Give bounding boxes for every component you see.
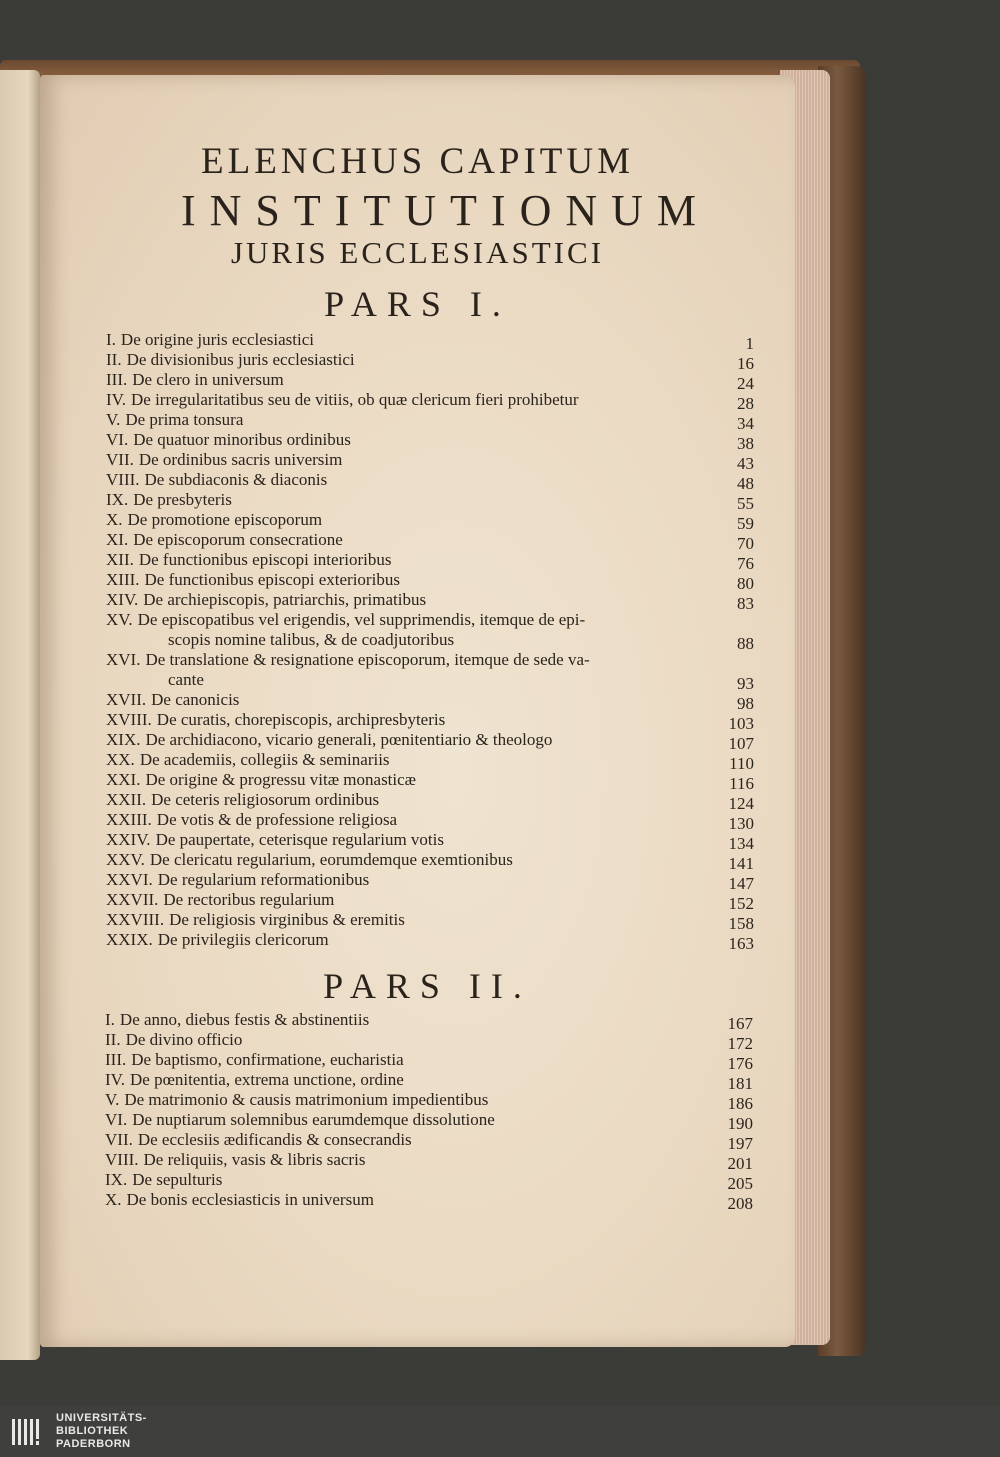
- toc-entry-title: De matrimonio & causis matrimonium impedientibus: [124, 1090, 489, 1109]
- toc-entry-title-line: [106, 790, 379, 809]
- part1-toc: [106, 330, 754, 953]
- toc-entry-page: 76: [737, 554, 754, 573]
- toc-entry: [106, 590, 754, 613]
- toc-entry-page: 167: [727, 1014, 753, 1033]
- toc-entry-title-line: [106, 650, 666, 670]
- toc-entry-number: X.: [106, 510, 123, 529]
- toc-entry-title-line: [106, 610, 666, 630]
- toc-entry-title-line: [106, 910, 405, 929]
- toc-entry-number: VIII.: [105, 1150, 139, 1169]
- toc-entry-number: I.: [105, 1010, 115, 1029]
- toc-entry: [105, 1190, 753, 1213]
- toc-entry-number: XII.: [106, 550, 134, 569]
- toc-entry-page: 158: [728, 914, 754, 933]
- library-name-line1: UNIVERSITÄTS-: [56, 1412, 147, 1424]
- toc-entry-title-line: [105, 1110, 495, 1129]
- toc-entry-title: De regularium reformationibus: [157, 870, 370, 889]
- toc-entry-page: 163: [728, 934, 754, 953]
- toc-entry-number: III.: [105, 1050, 127, 1069]
- toc-entry-title-line: [105, 1170, 222, 1189]
- toc-entry-number: XI.: [106, 530, 129, 549]
- toc-entry: [106, 370, 754, 393]
- toc-entry-page: 48: [737, 474, 754, 493]
- toc-entry: [106, 870, 754, 893]
- toc-entry-number: IV.: [105, 1070, 125, 1089]
- toc-entry-page: 93: [737, 674, 754, 693]
- toc-entry-title-line: [105, 1070, 404, 1089]
- toc-entry-title-line: [106, 710, 445, 729]
- toc-entry-number: XV.: [106, 610, 133, 629]
- toc-entry: [106, 410, 754, 433]
- toc-entry: [106, 650, 754, 693]
- library-logo-icon: [10, 1413, 44, 1451]
- toc-entry-title: De academiis, collegiis & seminariis: [139, 750, 390, 769]
- toc-entry-page: 83: [737, 594, 754, 613]
- toc-entry: [106, 890, 754, 913]
- toc-entry-title-continuation: scopis nomine talibus, & de coadjutoribus: [168, 630, 455, 649]
- toc-entry-title: De archidiacono, vicario generali, pœnitentiario & theologo: [145, 730, 553, 749]
- toc-entry-title-line: [105, 1030, 242, 1049]
- toc-entry-title: De functionibus episcopi exterioribus: [144, 570, 400, 589]
- toc-entry-number: XXV.: [106, 850, 145, 869]
- toc-entry-number: XXIX.: [106, 930, 153, 949]
- toc-entry: [106, 490, 754, 513]
- toc-entry-title: De archiepiscopis, patriarchis, primatibus: [143, 590, 427, 609]
- toc-entry-title: De sepulturis: [132, 1170, 223, 1189]
- toc-entry-page: 190: [727, 1114, 753, 1133]
- toc-entry-number: XIII.: [106, 570, 140, 589]
- toc-entry-title-line: [105, 1090, 488, 1109]
- toc-entry: [106, 510, 754, 533]
- toc-entry-title-line: [106, 890, 334, 909]
- toc-entry-title: De bonis ecclesiasticis in universum: [126, 1190, 374, 1209]
- toc-entry-page: 28: [737, 394, 754, 413]
- toc-entry: [106, 790, 754, 813]
- toc-entry-page: 88: [737, 634, 754, 653]
- toc-entry-title-line: [106, 570, 400, 589]
- part2-title: PARS II.: [323, 966, 532, 1006]
- toc-entry-page: 147: [728, 874, 754, 893]
- toc-entry-title: De ecclesiis ædificandis & consecrandis: [137, 1130, 412, 1149]
- toc-entry-page: 124: [728, 794, 754, 813]
- toc-entry-title: De canonicis: [151, 690, 240, 709]
- toc-entry-title-line: [106, 370, 284, 389]
- part2-toc: [105, 1010, 753, 1213]
- toc-entry: [105, 1150, 753, 1173]
- library-name-line3: PADERBORN: [56, 1438, 131, 1450]
- heading-institutionum: INSTITUTIONUM: [180, 186, 711, 235]
- toc-entry-page: 107: [728, 734, 754, 753]
- toc-entry-number: X.: [105, 1190, 122, 1209]
- toc-entry-page: 98: [737, 694, 754, 713]
- toc-entry-title-line: [106, 490, 232, 509]
- toc-entry-number: XXIV.: [106, 830, 151, 849]
- toc-entry-title-line: [106, 590, 426, 609]
- toc-entry-page: 130: [728, 814, 754, 833]
- toc-entry-number: XXVIII.: [106, 910, 165, 929]
- toc-entry-page: 201: [727, 1154, 753, 1173]
- heading-elenchus: ELENCHUS CAPITUM: [201, 141, 634, 182]
- toc-entry-number: XXI.: [106, 770, 141, 789]
- toc-entry-title: De paupertate, ceterisque regularium votis: [155, 830, 444, 849]
- toc-entry-title-line: [106, 450, 342, 469]
- toc-entry-page: 197: [727, 1134, 753, 1153]
- toc-entry-number: XIV.: [106, 590, 139, 609]
- toc-entry-title: De subdiaconis & diaconis: [144, 470, 328, 489]
- toc-entry-title: De divino officio: [125, 1030, 243, 1049]
- toc-entry-title: De functionibus episcopi interioribus: [138, 550, 392, 569]
- toc-entry-page: 55: [737, 494, 754, 513]
- toc-entry: [106, 730, 754, 753]
- toc-entry-page: 152: [728, 894, 754, 913]
- toc-entry-title: De promotione episcoporum: [127, 510, 323, 529]
- toc-entry-page: 16: [737, 354, 754, 373]
- toc-entry-number: IX.: [105, 1170, 128, 1189]
- toc-entry: [105, 1070, 753, 1093]
- toc-entry-title-line: [105, 1130, 412, 1149]
- toc-entry-title: De votis & de professione religiosa: [156, 810, 398, 829]
- toc-entry-number: XXII.: [106, 790, 147, 809]
- toc-entry-page: 38: [737, 434, 754, 453]
- toc-entry: [106, 350, 754, 373]
- toc-entry-number: VIII.: [106, 470, 140, 489]
- toc-entry-number: VI.: [105, 1110, 128, 1129]
- toc-entry: [106, 530, 754, 553]
- toc-entry-title: De irregularitatibus seu de vitiis, ob quæ clericum fieri prohibetur: [131, 390, 579, 409]
- toc-entry-title-line: [106, 930, 329, 949]
- toc-entry-number: III.: [106, 370, 128, 389]
- toc-entry-number: VII.: [106, 450, 134, 469]
- toc-entry-title-line: [106, 810, 397, 829]
- toc-entry: [105, 1010, 753, 1033]
- library-name-line2: BIBLIOTHEK: [56, 1425, 129, 1437]
- toc-entry-number: XXVI.: [106, 870, 153, 889]
- toc-entry: [106, 550, 754, 573]
- toc-entry-page: 176: [727, 1054, 753, 1073]
- library-footer: [0, 1406, 1000, 1457]
- toc-entry-page: 80: [737, 574, 754, 593]
- toc-entry-title-line: [106, 550, 391, 569]
- toc-entry-title: De episcoporum consecratione: [133, 530, 343, 549]
- toc-entry-title: De curatis, chorepiscopis, archipresbyteris: [156, 710, 446, 729]
- toc-entry-title: De anno, diebus festis & abstinentiis: [119, 1010, 370, 1029]
- toc-entry: [106, 470, 754, 493]
- toc-entry-page: 24: [737, 374, 754, 393]
- toc-entry-title-line: [106, 470, 327, 489]
- toc-entry-title: De origine & progressu vitæ monasticæ: [145, 770, 417, 789]
- heading-juris: JURIS ECCLESIASTICI: [230, 235, 605, 270]
- toc-entry: [106, 830, 754, 853]
- toc-entry-number: IV.: [106, 390, 126, 409]
- toc-entry: [106, 810, 754, 833]
- toc-entry-title-line: [106, 390, 579, 409]
- toc-entry: [106, 710, 754, 733]
- toc-entry: [106, 450, 754, 473]
- library-name: [56, 1412, 147, 1451]
- left-page-edge: [0, 70, 40, 1360]
- toc-entry: [105, 1170, 753, 1193]
- toc-entry-title: De ceteris religiosorum ordinibus: [151, 790, 380, 809]
- toc-entry: [106, 610, 754, 653]
- toc-entry-title-line: [106, 510, 322, 529]
- book-page: [40, 75, 795, 1347]
- toc-entry-title: De origine juris ecclesiastici: [120, 330, 314, 349]
- toc-entry-title-line: [106, 430, 351, 449]
- toc-entry-page: 110: [729, 754, 754, 773]
- toc-entry: [105, 1110, 753, 1133]
- toc-entry-number: XVIII.: [106, 710, 152, 729]
- toc-entry-number: V.: [105, 1090, 120, 1109]
- toc-entry: [106, 930, 754, 953]
- toc-entry-title-line: [105, 1190, 374, 1209]
- part1-title: PARS I.: [324, 284, 511, 324]
- toc-entry-title: De nuptiarum solemnibus earumdemque dissolutione: [132, 1110, 495, 1129]
- toc-entry: [105, 1130, 753, 1153]
- toc-entry-number: VII.: [105, 1130, 133, 1149]
- toc-entry-number: XVII.: [106, 690, 147, 709]
- toc-entry-title-line: [106, 750, 390, 769]
- toc-entry: [106, 690, 754, 713]
- toc-entry-title: De rectoribus regularium: [163, 890, 335, 909]
- toc-entry-title: De clero in universum: [132, 370, 284, 389]
- toc-entry: [106, 390, 754, 413]
- toc-entry-title-line: [106, 690, 239, 709]
- toc-entry-page: 70: [737, 534, 754, 553]
- toc-entry-number: VI.: [106, 430, 129, 449]
- toc-entry-title-line: [106, 330, 314, 349]
- toc-entry-title-line: [105, 1150, 365, 1169]
- toc-entry-title-line: [106, 870, 369, 889]
- toc-entry-number: XX.: [106, 750, 135, 769]
- toc-entry-number: II.: [106, 350, 122, 369]
- toc-entry-page: 59: [737, 514, 754, 533]
- toc-entry: [106, 570, 754, 593]
- toc-entry: [106, 750, 754, 773]
- toc-entry-page: 172: [727, 1034, 753, 1053]
- toc-entry-page: 181: [727, 1074, 753, 1093]
- toc-entry-title: De pœnitentia, extrema unctione, ordine: [130, 1070, 404, 1089]
- toc-entry: [105, 1030, 753, 1053]
- toc-entry: [106, 330, 754, 353]
- toc-entry-page: 205: [727, 1174, 753, 1193]
- toc-entry-title-line: [106, 410, 243, 429]
- toc-entry: [106, 850, 754, 873]
- toc-entry-number: IX.: [106, 490, 129, 509]
- toc-entry-number: XXVII.: [106, 890, 159, 909]
- toc-entry-title: De divisionibus juris ecclesiastici: [126, 350, 355, 369]
- toc-entry-number: XIX.: [106, 730, 141, 749]
- toc-entry-page: 34: [737, 414, 754, 433]
- toc-entry: [106, 910, 754, 933]
- toc-entry-page: 43: [737, 454, 754, 473]
- toc-entry-title: De translatione & resignatione episcoporum, itemque de sede va-: [145, 650, 590, 669]
- toc-entry-title: De ordinibus sacris universim: [138, 450, 343, 469]
- toc-entry-number: XXIII.: [106, 810, 152, 829]
- toc-entry-page: 116: [729, 774, 754, 793]
- toc-entry-title: De baptismo, confirmatione, eucharistia: [131, 1050, 404, 1069]
- toc-entry: [105, 1050, 753, 1073]
- toc-entry-title: De quatuor minoribus ordinibus: [133, 430, 351, 449]
- toc-entry-page: 134: [728, 834, 754, 853]
- toc-entry-number: I.: [106, 330, 116, 349]
- toc-entry-title-line: [106, 530, 343, 549]
- toc-entry-title: De religiosis virginibus & eremitis: [169, 910, 405, 929]
- toc-entry-number: V.: [106, 410, 121, 429]
- toc-entry-title: De episcopatibus vel erigendis, vel supprimendis, itemque de epi-: [137, 610, 586, 629]
- toc-entry-page: 1: [745, 334, 754, 353]
- toc-entry-title-line: [106, 770, 416, 789]
- toc-entry-title: De reliquiis, vasis & libris sacris: [143, 1150, 366, 1169]
- toc-entry: [106, 430, 754, 453]
- toc-entry-title-line: [106, 830, 444, 849]
- toc-entry: [105, 1090, 753, 1113]
- toc-entry-title: De prima tonsura: [125, 410, 244, 429]
- toc-entry-title: De clericatu regularium, eorumdemque exemtionibus: [149, 850, 513, 869]
- toc-entry-page: 208: [727, 1194, 753, 1213]
- toc-entry-title: De presbyteris: [133, 490, 232, 509]
- toc-entry-title-line: [106, 350, 355, 369]
- toc-entry: [106, 770, 754, 793]
- toc-entry-title-line: [105, 1050, 404, 1069]
- toc-entry-title-line: [106, 730, 552, 749]
- toc-entry-title: De privilegiis clericorum: [157, 930, 329, 949]
- toc-entry-page: 103: [728, 714, 754, 733]
- toc-entry-number: XVI.: [106, 650, 141, 669]
- toc-entry-title-line: [105, 1010, 369, 1029]
- toc-entry-number: II.: [105, 1030, 121, 1049]
- toc-entry-title-continuation: cante: [168, 670, 204, 689]
- toc-entry-page: 186: [727, 1094, 753, 1113]
- toc-entry-page: 141: [728, 854, 754, 873]
- toc-entry-title-line: [106, 850, 513, 869]
